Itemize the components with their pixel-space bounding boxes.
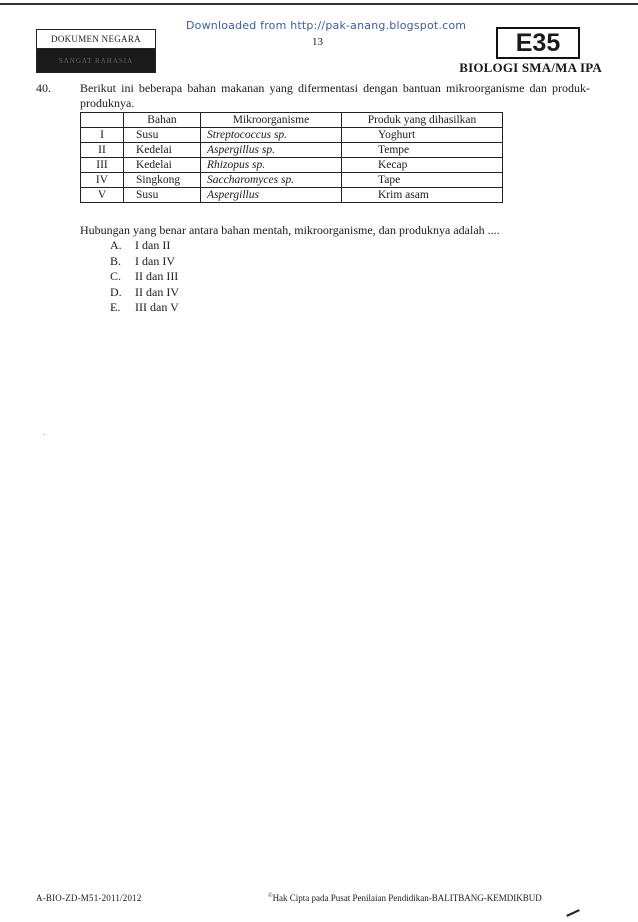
- table-header-row: [81, 113, 503, 128]
- question-prompt: Hubungan yang benar antara bahan mentah, mikroorganisme, dan produknya adalah ....: [80, 223, 500, 237]
- table-cell: Streptococcus sp.: [201, 128, 342, 143]
- table-cell: Kedelai: [124, 158, 201, 173]
- table-header-cell: Bahan: [124, 113, 201, 128]
- table-cell: Rhizopus sp.: [201, 158, 342, 173]
- table-cell: IV: [81, 173, 124, 188]
- table-cell: Krim asam: [342, 188, 503, 203]
- table-cell: V: [81, 188, 124, 203]
- table-cell: Tape: [342, 173, 503, 188]
- option-letter: D.: [110, 284, 122, 299]
- option-text: II dan IV: [135, 284, 179, 299]
- table-header-cell: Produk yang dihasilkan: [342, 113, 503, 128]
- table-cell: Kedelai: [124, 143, 201, 158]
- option-letter: E.: [110, 300, 121, 314]
- secrecy-label: SANGAT RAHASIA: [37, 49, 155, 72]
- table-cell: II: [81, 143, 124, 158]
- document-label: DOKUMEN NEGARA: [37, 30, 155, 49]
- option-d[interactable]: [110, 285, 179, 301]
- question-number: 40.: [36, 81, 51, 95]
- question-intro: Berikut ini beberapa bahan makanan yang difermentasi dengan bantuan mikroorganisme dan produk-produknya.: [80, 81, 590, 110]
- option-e[interactable]: [110, 300, 179, 316]
- table-cell: Susu: [124, 188, 201, 203]
- option-b[interactable]: [110, 254, 179, 270]
- page-corner-mark: [566, 909, 580, 917]
- download-link[interactable]: Downloaded from http://pak-anang.blogspot.com: [186, 19, 467, 32]
- subject-title: BIOLOGI SMA/MA IPA: [459, 60, 602, 75]
- table-header-cell: [81, 113, 124, 128]
- table-cell: Kecap: [342, 158, 503, 173]
- table-cell: III: [81, 158, 124, 173]
- table-header-cell: Mikroorganisme: [201, 113, 342, 128]
- table-cell: Saccharomyces sp.: [201, 173, 342, 188]
- fermentation-table: [80, 112, 503, 203]
- copyright-symbol: ©: [268, 893, 273, 899]
- option-text: II dan III: [135, 269, 179, 283]
- option-a[interactable]: [110, 238, 179, 254]
- table-row: [81, 188, 503, 203]
- option-text: III dan V: [135, 300, 179, 314]
- table-row: [81, 158, 503, 173]
- scan-speck: [44, 434, 45, 435]
- table-cell: Susu: [124, 128, 201, 143]
- table-cell: Aspergillus: [201, 188, 342, 203]
- table-row: [81, 128, 503, 143]
- option-text: I dan IV: [135, 253, 175, 268]
- option-letter: C.: [110, 269, 122, 283]
- exam-code: E35: [496, 27, 580, 59]
- option-letter: A.: [110, 238, 122, 252]
- table-cell: I: [81, 128, 124, 143]
- answer-options: [110, 238, 179, 316]
- copyright-text: Hak Cipta pada Pusat Penilaian Pendidikan-BALITBANG-KEMDIKBUD: [272, 893, 542, 903]
- document-classification-box: [36, 29, 156, 73]
- option-c[interactable]: [110, 269, 179, 285]
- page-number: 13: [312, 36, 323, 48]
- table-cell: Yoghurt: [342, 128, 503, 143]
- top-rule: [0, 3, 638, 5]
- table-cell: Aspergillus sp.: [201, 143, 342, 158]
- table-row: [81, 143, 503, 158]
- table-cell: Tempe: [342, 143, 503, 158]
- footer-code: A-BIO-ZD-M51-2011/2012: [36, 893, 142, 903]
- option-letter: B.: [110, 253, 122, 268]
- footer-copyright: [268, 893, 542, 903]
- option-text: I dan II: [135, 238, 171, 252]
- table-cell: Singkong: [124, 173, 201, 188]
- table-row: [81, 173, 503, 188]
